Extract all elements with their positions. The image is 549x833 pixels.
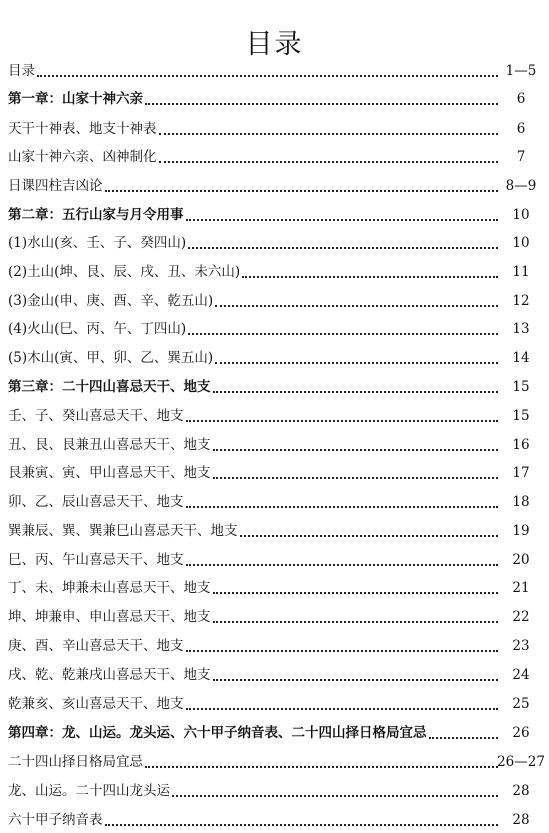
dot-leader xyxy=(159,161,498,163)
toc-chapter-row[interactable] xyxy=(8,88,546,110)
toc-page-number: 20 xyxy=(512,552,530,568)
dot-leader xyxy=(186,420,498,422)
toc-entry-label: 卯、乙、辰山喜忌天干、地支 xyxy=(8,494,184,510)
toc-entry-label: 第二章：五行山家与月令用事 xyxy=(8,207,184,223)
toc-entry-label: 丁、未、坤兼未山喜忌天干、地支 xyxy=(8,580,211,596)
toc-entry-row[interactable] xyxy=(8,434,546,456)
toc-page-number: 1—5 xyxy=(505,63,537,79)
toc-entry-label: 庚、酉、辛山喜忌天干、地支 xyxy=(8,638,184,654)
toc-entry-row[interactable] xyxy=(8,780,546,802)
dot-leader xyxy=(145,766,498,768)
toc-page-number: 14 xyxy=(512,350,530,366)
toc-entry-row[interactable] xyxy=(8,549,546,571)
toc-entry-row[interactable] xyxy=(8,462,546,484)
dot-leader xyxy=(188,247,498,249)
toc-entry-row[interactable] xyxy=(8,809,546,831)
dot-leader xyxy=(186,506,498,508)
toc-page-number: 21 xyxy=(512,580,530,596)
toc-entry-label: 二十四山择日格局宜忌 xyxy=(8,754,143,770)
toc-entry-label: 山家十神六亲、凶神制化 xyxy=(8,149,157,165)
dot-leader xyxy=(215,305,498,307)
dot-leader xyxy=(213,592,498,594)
toc-page-number: 26 xyxy=(512,725,530,741)
toc-page-number: 15 xyxy=(512,408,530,424)
toc-entry-row[interactable] xyxy=(8,347,546,369)
toc-entry-label: 第四章：龙、山运。龙头运、六十甲子纳音表、二十四山择日格局宜忌 xyxy=(8,725,427,741)
dot-leader xyxy=(213,477,498,479)
dot-leader xyxy=(213,449,498,451)
toc-page-number: 13 xyxy=(512,321,530,337)
toc-entry-row[interactable] xyxy=(8,751,546,773)
toc-entry-label: 巽兼辰、巽、巽兼巳山喜忌天干、地支 xyxy=(8,523,238,539)
toc-entry-row[interactable] xyxy=(8,635,546,657)
toc-page-number: 6 xyxy=(516,121,526,137)
toc-page-number: 10 xyxy=(512,235,530,251)
toc-entry-row[interactable] xyxy=(8,175,546,197)
dot-leader xyxy=(172,795,498,797)
dot-leader xyxy=(242,276,498,278)
dot-leader xyxy=(186,219,498,221)
toc-entry-label: 乾兼亥、亥山喜忌天干、地支 xyxy=(8,696,184,712)
toc-entry-row[interactable] xyxy=(8,146,546,168)
toc-entry-label: 壬、子、癸山喜忌天干、地支 xyxy=(8,408,184,424)
toc-entry-label: (3)金山(申、庚、酉、辛、乾五山) xyxy=(8,293,214,309)
toc-entry-label: 艮兼寅、寅、甲山喜忌天干、地支 xyxy=(8,465,211,481)
dot-leader xyxy=(105,190,498,192)
toc-entry-label: (4)火山(巳、丙、午、丁四山) xyxy=(8,321,187,337)
toc-entry-label: (1)水山(亥、壬、子、癸四山) xyxy=(8,235,187,251)
toc-page-number: 8—9 xyxy=(505,178,537,194)
toc-entry-label: 坤、坤兼申、申山喜忌天干、地支 xyxy=(8,609,211,625)
toc-page-number: 24 xyxy=(512,667,530,683)
toc-entry-row[interactable] xyxy=(8,606,546,628)
toc-entry-label: 巳、丙、午山喜忌天干、地支 xyxy=(8,552,184,568)
toc-page-number: 16 xyxy=(512,437,530,453)
toc-entry-row[interactable] xyxy=(8,118,546,140)
dot-leader xyxy=(215,362,498,364)
toc-entry-row[interactable] xyxy=(8,520,546,542)
dot-leader xyxy=(145,103,498,105)
dot-leader xyxy=(186,650,498,652)
dot-leader xyxy=(105,824,498,826)
dot-leader xyxy=(186,708,498,710)
toc-page-number: 7 xyxy=(516,149,526,165)
toc-entry-label: 目录 xyxy=(8,63,35,79)
toc-entry-row[interactable] xyxy=(8,664,546,686)
toc-entry-label: 天干十神表、地支十神表 xyxy=(8,121,157,137)
toc-entry-label: (5)木山(寅、甲、卯、乙、巽五山) xyxy=(8,350,214,366)
toc-entry-label: 第三章：二十四山喜忌天干、地支 xyxy=(8,379,211,395)
toc-page-number: 26—27 xyxy=(497,754,545,770)
toc-page-number: 23 xyxy=(512,638,530,654)
toc-page-number: 17 xyxy=(512,465,530,481)
toc-entry-row[interactable] xyxy=(8,405,546,427)
dot-leader xyxy=(159,133,498,135)
toc-page-number: 12 xyxy=(512,293,530,309)
dot-leader xyxy=(213,621,498,623)
dot-leader xyxy=(429,737,498,739)
dot-leader xyxy=(213,391,498,393)
page-title: 目录 xyxy=(245,29,304,60)
toc-page-number: 22 xyxy=(512,609,530,625)
toc-entry-label: 六十甲子纳音表 xyxy=(8,812,103,828)
toc-page-number: 18 xyxy=(512,494,530,510)
toc-entry-row[interactable] xyxy=(8,290,546,312)
dot-leader xyxy=(240,535,498,537)
toc-entry-row[interactable] xyxy=(8,318,546,340)
toc-entry-label: 戌、乾、乾兼戌山喜忌天干、地支 xyxy=(8,667,211,683)
toc-entry-label: 龙、山运。二十四山龙头运 xyxy=(8,783,170,799)
toc-entry-row[interactable] xyxy=(8,491,546,513)
dot-leader xyxy=(37,75,498,77)
toc-page-number: 19 xyxy=(512,523,530,539)
toc-chapter-row[interactable] xyxy=(8,722,546,744)
toc-entry-label: 第一章：山家十神六亲 xyxy=(8,91,143,107)
dot-leader xyxy=(213,679,498,681)
toc-entry-row[interactable] xyxy=(8,261,546,283)
toc-page-number: 28 xyxy=(512,812,530,828)
dot-leader xyxy=(186,564,498,566)
toc-page-number: 10 xyxy=(512,207,530,223)
toc-page-number: 11 xyxy=(512,264,530,280)
toc-page-number: 28 xyxy=(512,783,530,799)
dot-leader xyxy=(188,333,498,335)
toc-entry-row[interactable] xyxy=(8,232,546,254)
toc-chapter-row[interactable] xyxy=(8,204,546,226)
toc-entry-label: 日课四柱吉凶论 xyxy=(8,178,103,194)
toc-entry-label: (2)土山(坤、艮、辰、戌、丑、未六山) xyxy=(8,264,241,280)
toc-page-number: 6 xyxy=(516,91,526,107)
toc-entry-row[interactable] xyxy=(8,577,546,599)
toc-entry-row[interactable] xyxy=(8,60,546,82)
toc-entry-label: 丑、艮、艮兼丑山喜忌天干、地支 xyxy=(8,437,211,453)
toc-page-number: 15 xyxy=(512,379,530,395)
toc-page-number: 25 xyxy=(512,696,530,712)
toc-chapter-row[interactable] xyxy=(8,376,546,398)
toc-entry-row[interactable] xyxy=(8,693,546,715)
